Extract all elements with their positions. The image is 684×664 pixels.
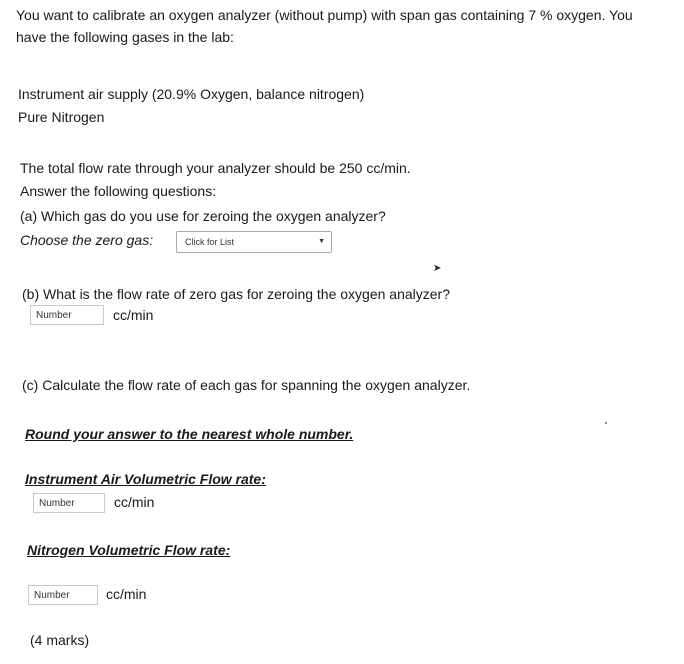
intro-line-1: You want to calibrate an oxygen analyzer (without pump) with span gas containing 7 % oxygen. You bbox=[16, 7, 633, 23]
zero-gas-select[interactable] bbox=[176, 231, 332, 253]
instrument-air-flow-input[interactable]: Number bbox=[33, 493, 105, 513]
mouse-cursor-icon: ➤ bbox=[433, 263, 442, 274]
nitrogen-flow-label: Nitrogen Volumetric Flow rate: bbox=[27, 542, 231, 558]
instrument-air-flow-label: Instrument Air Volumetric Flow rate: bbox=[25, 471, 266, 487]
round-note: Round your answer to the nearest whole number. bbox=[25, 426, 354, 442]
speck-dot bbox=[605, 422, 607, 424]
marks-note: (4 marks) bbox=[30, 632, 90, 648]
zero-gas-flow-unit: cc/min bbox=[113, 307, 154, 323]
instrument-air-flow-unit: cc/min bbox=[114, 494, 155, 510]
answer-prompt: Answer the following questions: bbox=[20, 183, 217, 199]
zero-gas-select-value: Click for List bbox=[185, 237, 235, 247]
question-b: (b) What is the flow rate of zero gas for zeroing the oxygen analyzer? bbox=[22, 286, 450, 302]
flow-statement: The total flow rate through your analyzer should be 250 cc/min. bbox=[20, 160, 411, 176]
dropdown-arrow-icon: ▼ bbox=[318, 238, 325, 245]
nitrogen-flow-unit: cc/min bbox=[106, 586, 147, 602]
nitrogen-flow-input[interactable]: Number bbox=[28, 585, 98, 605]
zero-gas-flow-input[interactable]: Number bbox=[30, 305, 104, 325]
gas-instrument-air: Instrument air supply (20.9% Oxygen, balance nitrogen) bbox=[18, 86, 365, 102]
zero-gas-label: Choose the zero gas: bbox=[20, 232, 154, 248]
gas-pure-nitrogen: Pure Nitrogen bbox=[18, 109, 105, 125]
question-a: (a) Which gas do you use for zeroing the oxygen analyzer? bbox=[20, 208, 386, 224]
question-c: (c) Calculate the flow rate of each gas for spanning the oxygen analyzer. bbox=[22, 377, 471, 393]
intro-line-2: have the following gases in the lab: bbox=[16, 29, 234, 45]
